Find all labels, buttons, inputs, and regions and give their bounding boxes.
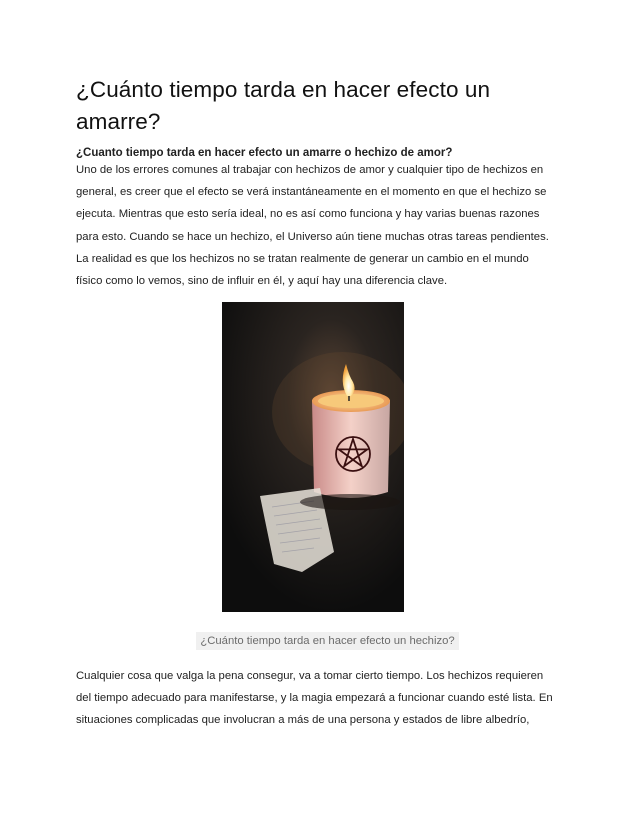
article-subtitle: ¿Cuanto tiempo tarda en hacer efecto un amarre o hechizo de amor? (76, 147, 453, 159)
article-title: ¿Cuánto tiempo tarda en hacer efecto un amarre? (76, 77, 491, 134)
paragraph-intro: Uno de los errores comunes al trabajar con hechizos de amor y cualquier tipo de hechizos en general, es creer que el efecto se verá instantáneamente en el momento en que el hechizo se ejecuta. Mientras que esto sería ideal, no es así como funciona y hay varias buenas razones para esto. Cuando se hace un hechizo, el Universo aún tiene muchas otras tareas pendientes. La realidad es que los hechizos no se tratan realmente de generar un cambio en el mundo físico como lo vemos, sino de influir en él, y aquí hay una diferencia clave. (76, 164, 549, 288)
candle-photo (222, 302, 404, 612)
image-caption: ¿Cuánto tiempo tarda en hacer efecto un hechizo? (196, 632, 459, 650)
paragraph-continuation: Cualquier cosa que valga la pena consegur, va a tomar cierto tiempo. Los hechizos requieren del tiempo adecuado para manifestarse, y la magia empezará a funcionar cuando esté lista. En situaciones complicadas que involucran a más de una persona y estados de libre albedrío, (76, 670, 553, 727)
